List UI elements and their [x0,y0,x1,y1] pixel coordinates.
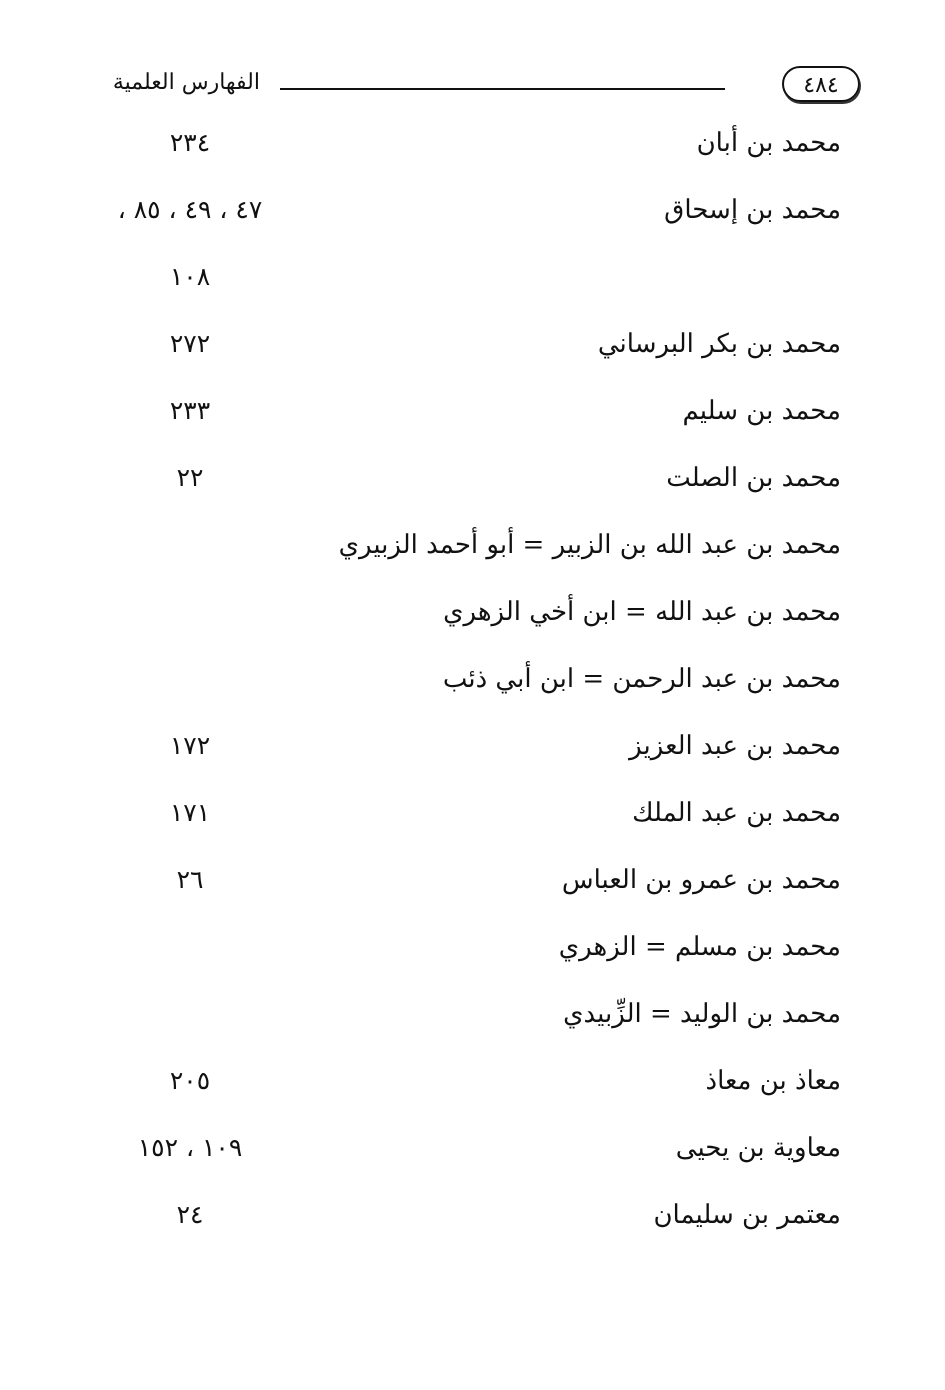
entry-pages: ٢٠٥ [169,1066,211,1095]
entry-name: محمد بن أبان [696,128,841,158]
entry-name: محمد بن عبد الملك [632,798,841,828]
entry-pages: ٢٦ [176,865,204,894]
index-entry [0,382,945,449]
entry-name: محمد بن إسحاق [664,195,841,225]
page-number-badge: ٤٨٤ [782,66,860,102]
entry-pages: ٤٧ ، ٤٩ ، ٨٥ ، [117,195,263,224]
entry-name: معاوية بن يحيى [675,1133,841,1163]
entry-name: محمد بن الصلت [666,463,841,493]
index-entry [0,851,945,918]
index-entry [0,717,945,784]
index-entry [0,449,945,516]
index-entry [0,1119,945,1186]
index-entries [0,114,945,1253]
entry-pages: ٢٤ [176,1200,204,1229]
entry-pages: ١٧١ [169,798,211,827]
entry-pages: ١٧٢ [169,731,211,760]
index-entry [0,1186,945,1253]
entry-name: محمد بن عبد الله = ابن أخي الزهري [443,597,841,627]
index-entry [0,516,945,583]
page-header [100,64,860,108]
entry-name: محمد بن عبد العزيز [629,731,841,761]
index-entry [0,583,945,650]
index-entry [0,918,945,985]
entry-pages: ٢٧٢ [169,329,211,358]
index-entry [0,181,945,248]
running-title: الفهارس العلمية [112,70,260,95]
header-rule [280,88,725,90]
entry-pages: ١٠٩ ، ١٥٢ [137,1133,243,1162]
entry-name: محمد بن عبد الله بن الزبير = أبو أحمد الزبيري [338,530,841,560]
entry-name: محمد بن عمرو بن العباس [561,865,841,895]
entry-name: محمد بن الوليد = الزِّبيدي [563,999,841,1029]
entry-name: معتمر بن سليمان [653,1200,841,1230]
index-entry [0,315,945,382]
entry-name: معاذ بن معاذ [705,1066,841,1096]
index-entry [0,650,945,717]
index-entry [0,248,945,315]
entry-name: محمد بن عبد الرحمن = ابن أبي ذئب [442,664,841,694]
index-entry [0,985,945,1052]
entry-name: محمد بن بكر البرساني [597,329,841,359]
entry-pages: ٢٣٣ [169,396,211,425]
entry-name: محمد بن مسلم = الزهري [558,932,841,962]
entry-name: محمد بن سليم [682,396,841,426]
entry-pages: ٢٢ [176,463,204,492]
entry-pages: ١٠٨ [169,262,211,291]
index-entry [0,114,945,181]
index-entry [0,784,945,851]
entry-pages: ٢٣٤ [169,128,211,157]
index-entry [0,1052,945,1119]
